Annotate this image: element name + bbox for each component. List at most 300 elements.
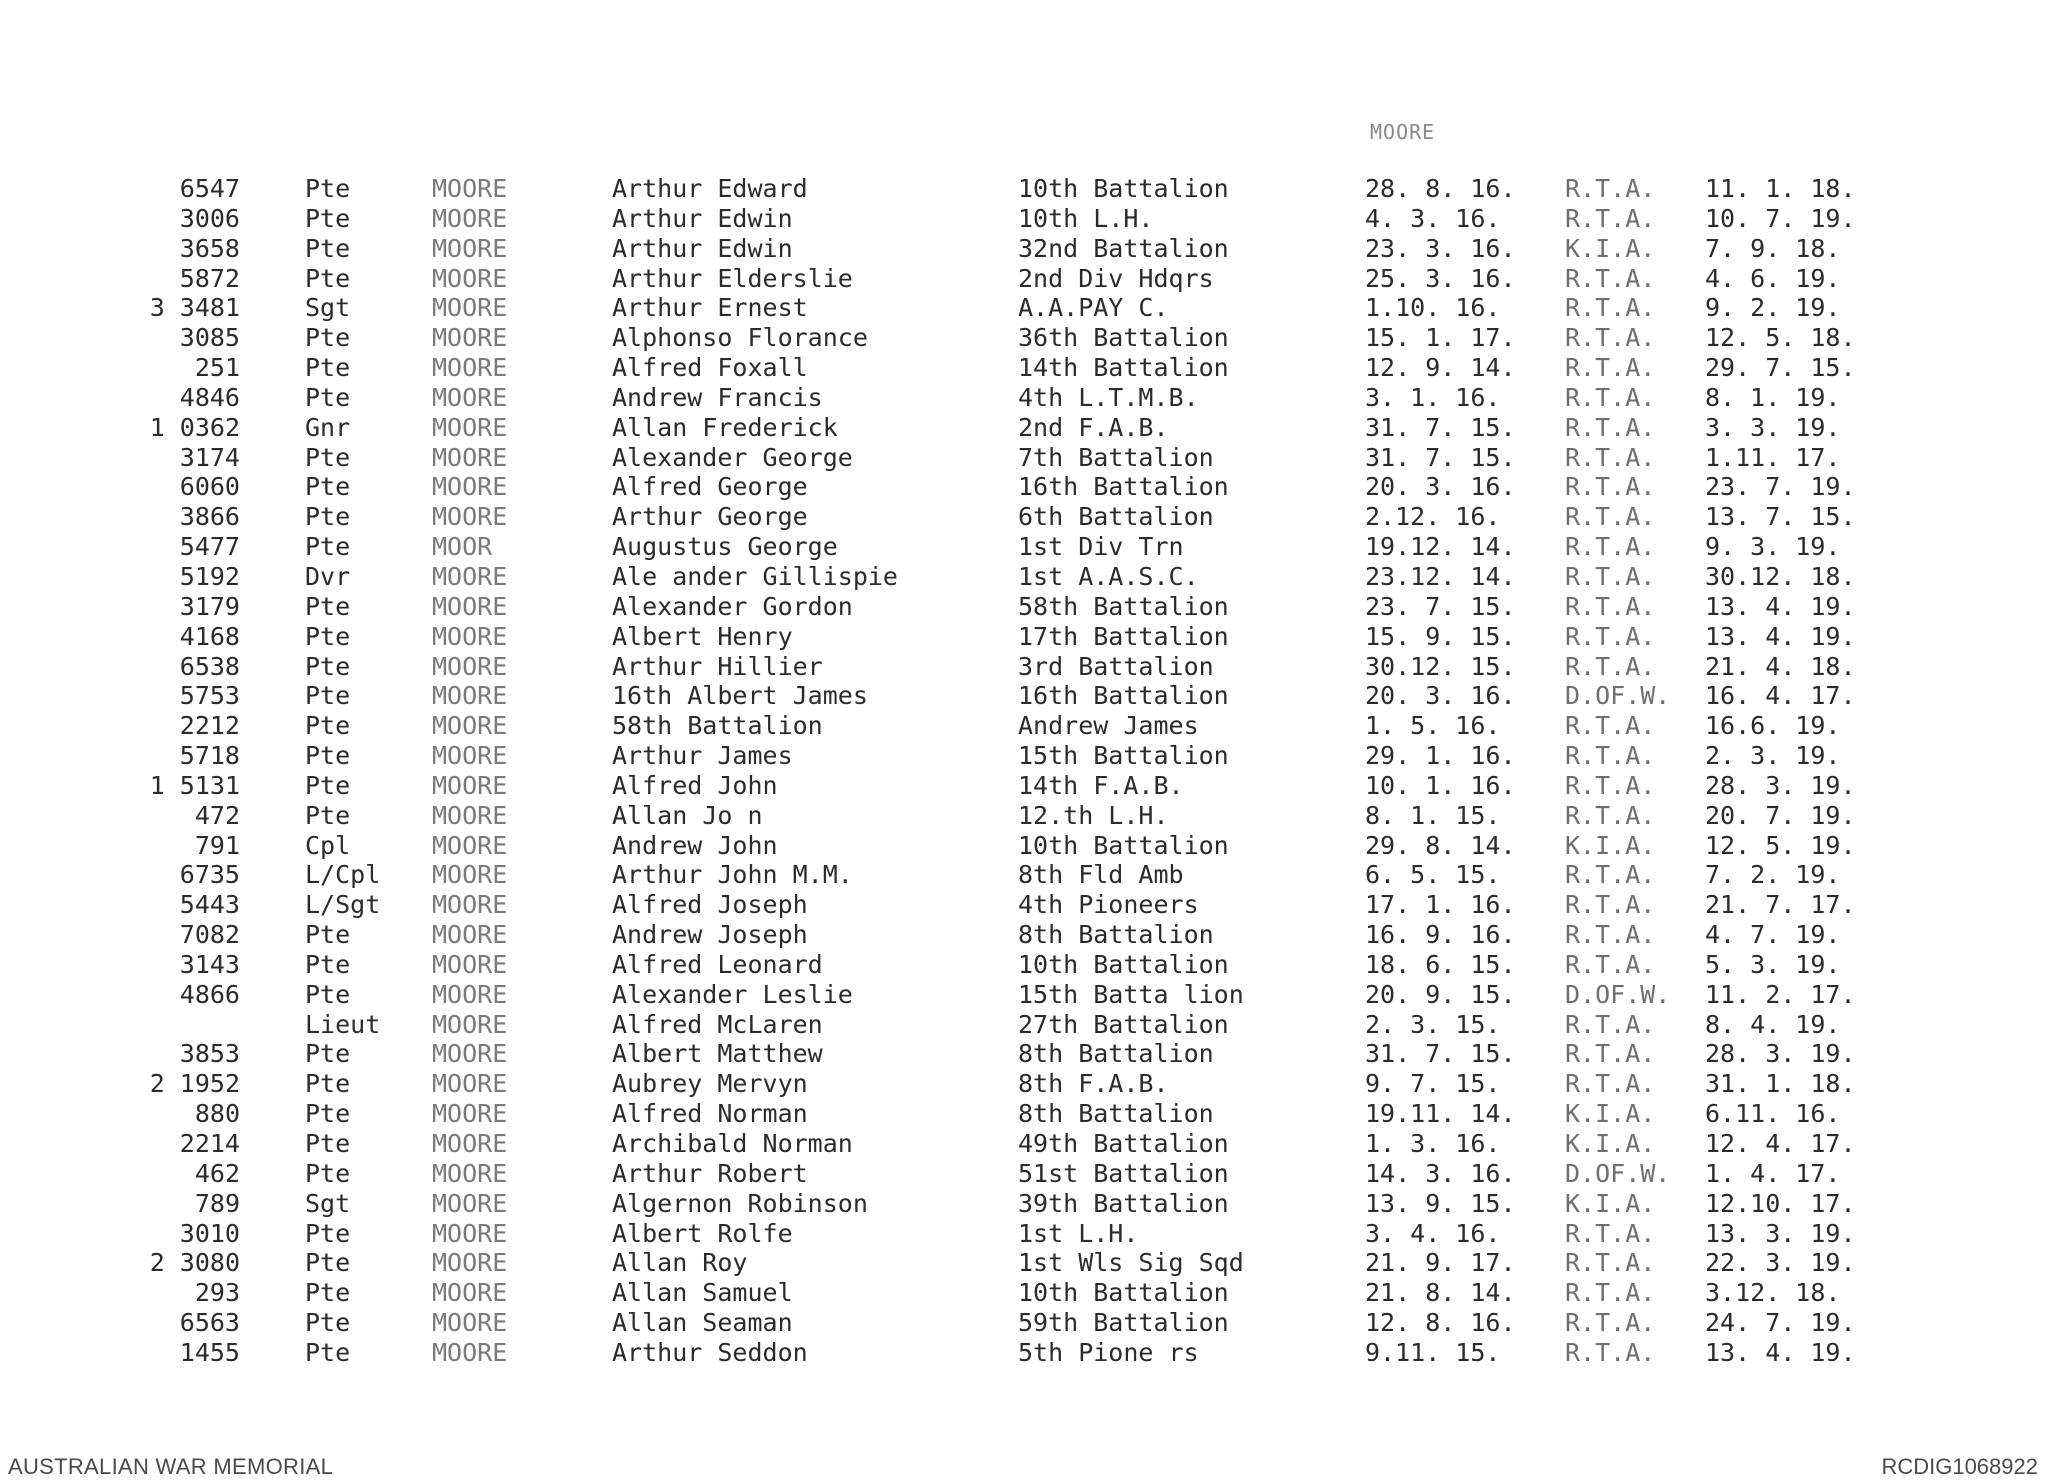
service-number: 251 <box>194 353 240 383</box>
given-names: Alfred George <box>612 472 808 502</box>
fate: R.T.A. <box>1565 741 1656 771</box>
service-number: 5753 <box>179 681 240 711</box>
service-number: 472 <box>194 800 240 830</box>
surname: MOORE <box>432 382 508 412</box>
given-names: Alfred Norman <box>612 1099 808 1129</box>
fate: R.T.A. <box>1565 1248 1656 1278</box>
surname: MOORE <box>432 949 508 979</box>
enlistment-date: 21. 8. 14. <box>1365 1278 1516 1308</box>
fate: R.T.A. <box>1565 502 1656 532</box>
surname: MOORE <box>432 233 508 263</box>
enlistment-date: 10. 1. 16. <box>1365 770 1516 800</box>
fate: R.T.A. <box>1565 442 1656 472</box>
fate: R.T.A. <box>1565 174 1656 203</box>
fate-date: 1. 4. 17. <box>1705 1158 1841 1188</box>
fate-date: 10. 7. 19. <box>1705 203 1856 233</box>
rank: L/Cpl <box>305 860 381 890</box>
service-number: 3 3481 <box>149 293 240 323</box>
unit: 10th L.H. <box>1018 203 1154 233</box>
fate-date: 4. 6. 19. <box>1705 263 1841 293</box>
surname: MOORE <box>432 203 508 233</box>
fate: R.T.A. <box>1565 203 1656 233</box>
unit: 2nd F.A.B. <box>1018 412 1169 442</box>
enlistment-date: 9.11. 15. <box>1365 1337 1501 1367</box>
fate-date: 3.12. 18. <box>1705 1278 1841 1308</box>
service-number: 3010 <box>179 1218 240 1248</box>
fate-date: 7. 9. 18. <box>1705 233 1841 263</box>
given-names: Albert Henry <box>612 621 793 651</box>
roll-row <box>0 1338 2048 1368</box>
unit: 10th Battalion <box>1018 174 1229 203</box>
fate: R.T.A. <box>1565 1337 1656 1367</box>
service-number: 5192 <box>179 561 240 591</box>
service-number: 4866 <box>179 979 240 1009</box>
unit: 8th Battalion <box>1018 1039 1214 1069</box>
fate-date: 12. 5. 19. <box>1705 830 1856 860</box>
enlistment-date: 23. 3. 16. <box>1365 233 1516 263</box>
fate-date: 22. 3. 19. <box>1705 1248 1856 1278</box>
surname: MOORE <box>432 502 508 532</box>
rank: Sgt <box>305 293 351 323</box>
fate-date: 30.12. 18. <box>1705 561 1856 591</box>
roll-row <box>0 353 2048 383</box>
given-names: Arthur Ernest <box>612 293 808 323</box>
surname: MOORE <box>432 472 508 502</box>
service-number: 5718 <box>179 741 240 771</box>
service-number: 6563 <box>179 1308 240 1338</box>
service-number: 3006 <box>179 203 240 233</box>
footer-item-id: RCDIG1068922 <box>1881 1454 2038 1479</box>
given-names: Arthur John M.M. <box>612 860 853 890</box>
surname: MOORE <box>432 920 508 950</box>
enlistment-date: 31. 7. 15. <box>1365 412 1516 442</box>
roll-row <box>0 1248 2048 1278</box>
given-names: Alexander Leslie <box>612 979 853 1009</box>
fate: R.T.A. <box>1565 1069 1656 1099</box>
given-names: Arthur Hillier <box>612 651 823 681</box>
service-number: 789 <box>194 1188 240 1218</box>
fate: R.T.A. <box>1565 770 1656 800</box>
unit: 15th Batta lion <box>1018 979 1244 1009</box>
given-names: Allan Jo n <box>612 800 763 830</box>
unit: 32nd Battalion <box>1018 233 1229 263</box>
fate: R.T.A. <box>1565 1308 1656 1338</box>
fate-date: 20. 7. 19. <box>1705 800 1856 830</box>
roll-row <box>0 801 2048 831</box>
roll-row <box>0 681 2048 711</box>
roll-row <box>0 652 2048 682</box>
enlistment-date: 1. 3. 16. <box>1365 1129 1501 1158</box>
enlistment-date: 23.12. 14. <box>1365 561 1516 591</box>
unit: 4th Pioneers <box>1018 890 1199 920</box>
enlistment-date: 13. 9. 15. <box>1365 1188 1516 1218</box>
rank: Pte <box>305 800 351 830</box>
given-names: Arthur Seddon <box>612 1337 808 1367</box>
fate: R.T.A. <box>1565 412 1656 442</box>
enlistment-date: 2. 3. 15. <box>1365 1009 1501 1039</box>
fate: R.T.A. <box>1565 472 1656 502</box>
fate-date: 11. 1. 18. <box>1705 174 1856 203</box>
surname: MOORE <box>432 1337 508 1367</box>
fate: K.I.A. <box>1565 1188 1656 1218</box>
enlistment-date: 8. 1. 15. <box>1365 800 1501 830</box>
roll-row <box>0 711 2048 741</box>
unit: 8th F.A.B. <box>1018 1069 1169 1099</box>
unit: 17th Battalion <box>1018 621 1229 651</box>
rank: Pte <box>305 591 351 621</box>
service-number: 2 3080 <box>149 1248 240 1278</box>
enlistment-date: 1.10. 16. <box>1365 293 1501 323</box>
given-names: 16th Albert James <box>612 681 868 711</box>
surname: MOORE <box>432 174 508 203</box>
surname: MOORE <box>432 1158 508 1188</box>
roll-row <box>0 1010 2048 1040</box>
fate: K.I.A. <box>1565 233 1656 263</box>
fate: D.OF.W. <box>1565 979 1671 1009</box>
rank: Pte <box>305 741 351 771</box>
fate: R.T.A. <box>1565 1218 1656 1248</box>
enlistment-date: 18. 6. 15. <box>1365 949 1516 979</box>
given-names: Aubrey Mervyn <box>612 1069 808 1099</box>
given-names: Albert Rolfe <box>612 1218 793 1248</box>
service-number: 3853 <box>179 1039 240 1069</box>
given-names: Andrew John <box>612 830 778 860</box>
surname: MOORE <box>432 860 508 890</box>
fate-date: 13. 4. 19. <box>1705 1337 1856 1367</box>
unit: 15th Battalion <box>1018 741 1229 771</box>
enlistment-date: 6. 5. 15. <box>1365 860 1501 890</box>
rank: Pte <box>305 651 351 681</box>
roll-row <box>0 293 2048 323</box>
enlistment-date: 14. 3. 16. <box>1365 1158 1516 1188</box>
service-number: 3143 <box>179 949 240 979</box>
unit: 1st Wls Sig Sqd <box>1018 1248 1244 1278</box>
enlistment-date: 28. 8. 16. <box>1365 174 1516 203</box>
roll-row <box>0 831 2048 861</box>
roll-row <box>0 443 2048 473</box>
unit: A.A.PAY C. <box>1018 293 1169 323</box>
rank: Pte <box>305 1337 351 1367</box>
surname: MOORE <box>432 1129 508 1158</box>
unit: 8th Fld Amb <box>1018 860 1184 890</box>
rank: Sgt <box>305 1188 351 1218</box>
roll-row <box>0 413 2048 443</box>
enlistment-date: 2.12. 16. <box>1365 502 1501 532</box>
enlistment-date: 19.11. 14. <box>1365 1099 1516 1129</box>
service-number: 3174 <box>179 442 240 472</box>
rank: Pte <box>305 711 351 741</box>
footer-archive-name: AUSTRALIAN WAR MEMORIAL <box>8 1454 334 1479</box>
given-names: Alexander George <box>612 442 853 472</box>
unit: 27th Battalion <box>1018 1009 1229 1039</box>
rank: Pte <box>305 323 351 353</box>
roll-row <box>0 1189 2048 1219</box>
given-names: Archibald Norman <box>612 1129 853 1158</box>
rank: Pte <box>305 532 351 562</box>
unit: 10th Battalion <box>1018 949 1229 979</box>
service-number: 3866 <box>179 502 240 532</box>
fate: R.T.A. <box>1565 651 1656 681</box>
rank: Pte <box>305 1069 351 1099</box>
enlistment-date: 12. 8. 16. <box>1365 1308 1516 1338</box>
fate-date: 13. 7. 15. <box>1705 502 1856 532</box>
rank: Pte <box>305 174 351 203</box>
enlistment-date: 19.12. 14. <box>1365 532 1516 562</box>
surname: MOORE <box>432 651 508 681</box>
service-number: 3658 <box>179 233 240 263</box>
enlistment-date: 3. 1. 16. <box>1365 382 1501 412</box>
service-number: 2 1952 <box>149 1069 240 1099</box>
unit: 1st Div Trn <box>1018 532 1184 562</box>
enlistment-date: 20. 3. 16. <box>1365 681 1516 711</box>
service-number: 6538 <box>179 651 240 681</box>
rank: Pte <box>305 1158 351 1188</box>
given-names: Allan Seaman <box>612 1308 793 1338</box>
rank: Pte <box>305 472 351 502</box>
fate-date: 5. 3. 19. <box>1705 949 1841 979</box>
surname: MOORE <box>432 561 508 591</box>
roll-row <box>0 562 2048 592</box>
roll-row <box>0 890 2048 920</box>
surname: MOORE <box>432 412 508 442</box>
enlistment-date: 25. 3. 16. <box>1365 263 1516 293</box>
surname: MOORE <box>432 830 508 860</box>
given-names: Allan Roy <box>612 1248 748 1278</box>
fate: R.T.A. <box>1565 263 1656 293</box>
given-names: 58th Battalion <box>612 711 823 741</box>
given-names: Andrew Joseph <box>612 920 808 950</box>
surname: MOORE <box>432 800 508 830</box>
enlistment-date: 15. 9. 15. <box>1365 621 1516 651</box>
surname: MOORE <box>432 1039 508 1069</box>
rank: L/Sgt <box>305 890 381 920</box>
rank: Pte <box>305 920 351 950</box>
roll-row <box>0 1159 2048 1189</box>
rank: Pte <box>305 1248 351 1278</box>
service-number: 6547 <box>179 174 240 203</box>
unit: 58th Battalion <box>1018 591 1229 621</box>
enlistment-date: 1. 5. 16. <box>1365 711 1501 741</box>
roll-row <box>0 741 2048 771</box>
rank: Dvr <box>305 561 351 591</box>
enlistment-date: 30.12. 15. <box>1365 651 1516 681</box>
fate-date: 12. 5. 18. <box>1705 323 1856 353</box>
fate: R.T.A. <box>1565 1278 1656 1308</box>
service-number: 1455 <box>179 1337 240 1367</box>
fate-date: 31. 1. 18. <box>1705 1069 1856 1099</box>
rank: Pte <box>305 621 351 651</box>
surname: MOORE <box>432 770 508 800</box>
fate: R.T.A. <box>1565 293 1656 323</box>
given-names: Allan Samuel <box>612 1278 793 1308</box>
unit: 14th F.A.B. <box>1018 770 1184 800</box>
service-number: 5872 <box>179 263 240 293</box>
fate: R.T.A. <box>1565 1009 1656 1039</box>
roll-row <box>0 323 2048 353</box>
unit: 10th Battalion <box>1018 1278 1229 1308</box>
enlistment-date: 20. 3. 16. <box>1365 472 1516 502</box>
fate: R.T.A. <box>1565 323 1656 353</box>
fate: K.I.A. <box>1565 1099 1656 1129</box>
unit: 5th Pione rs <box>1018 1337 1199 1367</box>
service-number: 4846 <box>179 382 240 412</box>
fate: R.T.A. <box>1565 561 1656 591</box>
given-names: Alfred Foxall <box>612 353 808 383</box>
enlistment-date: 29. 1. 16. <box>1365 741 1516 771</box>
roll-row <box>0 1219 2048 1249</box>
enlistment-date: 15. 1. 17. <box>1365 323 1516 353</box>
nominal-roll <box>0 174 2048 1368</box>
service-number: 462 <box>194 1158 240 1188</box>
service-number: 2214 <box>179 1129 240 1158</box>
fate: R.T.A. <box>1565 382 1656 412</box>
fate-date: 28. 3. 19. <box>1705 1039 1856 1069</box>
unit: 2nd Div Hdqrs <box>1018 263 1214 293</box>
rank: Pte <box>305 382 351 412</box>
enlistment-date: 3. 4. 16. <box>1365 1218 1501 1248</box>
unit: 1st L.H. <box>1018 1218 1139 1248</box>
surname: MOORE <box>432 1278 508 1308</box>
enlistment-date: 17. 1. 16. <box>1365 890 1516 920</box>
rank: Pte <box>305 1308 351 1338</box>
rank: Gnr <box>305 412 351 442</box>
given-names: Alfred John <box>612 770 778 800</box>
rank: Lieut <box>305 1009 381 1039</box>
fate-date: 9. 2. 19. <box>1705 293 1841 323</box>
service-number: 791 <box>194 830 240 860</box>
unit: 51st Battalion <box>1018 1158 1229 1188</box>
unit: 14th Battalion <box>1018 353 1229 383</box>
unit: 49th Battalion <box>1018 1129 1229 1158</box>
fate-date: 28. 3. 19. <box>1705 770 1856 800</box>
unit: 16th Battalion <box>1018 681 1229 711</box>
roll-row <box>0 860 2048 890</box>
given-names: Albert Matthew <box>612 1039 823 1069</box>
fate-date: 7. 2. 19. <box>1705 860 1841 890</box>
surname: MOORE <box>432 442 508 472</box>
surname: MOORE <box>432 1009 508 1039</box>
fate: R.T.A. <box>1565 1039 1656 1069</box>
unit: 10th Battalion <box>1018 830 1229 860</box>
given-names: Arthur Elderslie <box>612 263 853 293</box>
roll-row <box>0 592 2048 622</box>
surname: MOORE <box>432 1069 508 1099</box>
rank: Pte <box>305 979 351 1009</box>
service-number: 1 5131 <box>149 770 240 800</box>
service-number: 3179 <box>179 591 240 621</box>
surname: MOORE <box>432 591 508 621</box>
unit: 16th Battalion <box>1018 472 1229 502</box>
fate: D.OF.W. <box>1565 1158 1671 1188</box>
roll-row <box>0 264 2048 294</box>
given-names: Arthur Edwin <box>612 233 793 263</box>
service-number: 5443 <box>179 890 240 920</box>
unit: 6th Battalion <box>1018 502 1214 532</box>
given-names: Arthur Robert <box>612 1158 808 1188</box>
fate-date: 8. 1. 19. <box>1705 382 1841 412</box>
fate: R.T.A. <box>1565 920 1656 950</box>
surname: MOORE <box>432 621 508 651</box>
enlistment-date: 16. 9. 16. <box>1365 920 1516 950</box>
rank: Pte <box>305 770 351 800</box>
roll-row <box>0 1129 2048 1159</box>
surname: MOORE <box>432 263 508 293</box>
enlistment-date: 23. 7. 15. <box>1365 591 1516 621</box>
fate: R.T.A. <box>1565 353 1656 383</box>
fate-date: 13. 4. 19. <box>1705 621 1856 651</box>
surname: MOORE <box>432 741 508 771</box>
fate: R.T.A. <box>1565 890 1656 920</box>
roll-row <box>0 1099 2048 1129</box>
given-names: Alfred Joseph <box>612 890 808 920</box>
fate-date: 12. 4. 17. <box>1705 1129 1856 1158</box>
roll-row <box>0 1308 2048 1338</box>
enlistment-date: 31. 7. 15. <box>1365 442 1516 472</box>
unit: 8th Battalion <box>1018 1099 1214 1129</box>
roll-row <box>0 1278 2048 1308</box>
enlistment-date: 31. 7. 15. <box>1365 1039 1516 1069</box>
given-names: Algernon Robinson <box>612 1188 868 1218</box>
rank: Pte <box>305 1099 351 1129</box>
fate-date: 21. 4. 18. <box>1705 651 1856 681</box>
fate: R.T.A. <box>1565 591 1656 621</box>
unit: 12.th L.H. <box>1018 800 1169 830</box>
rank: Pte <box>305 1039 351 1069</box>
rank: Pte <box>305 949 351 979</box>
roll-row <box>0 771 2048 801</box>
rank: Pte <box>305 1278 351 1308</box>
given-names: Arthur Edwin <box>612 203 793 233</box>
rank: Cpl <box>305 830 351 860</box>
surname: MOORE <box>432 353 508 383</box>
surname: MOOR <box>432 532 493 562</box>
enlistment-date: 9. 7. 15. <box>1365 1069 1501 1099</box>
fate-date: 24. 7. 19. <box>1705 1308 1856 1338</box>
unit: 7th Battalion <box>1018 442 1214 472</box>
roll-row <box>0 1069 2048 1099</box>
fate: R.T.A. <box>1565 621 1656 651</box>
fate-date: 23. 7. 19. <box>1705 472 1856 502</box>
roll-row <box>0 204 2048 234</box>
fate-date: 16.6. 19. <box>1705 711 1841 741</box>
given-names: Alphonso Florance <box>612 323 868 353</box>
surname: MOORE <box>432 979 508 1009</box>
given-names: Arthur George <box>612 502 808 532</box>
given-names: Alfred McLaren <box>612 1009 823 1039</box>
given-names: Alexander Gordon <box>612 591 853 621</box>
surname: MOORE <box>432 1188 508 1218</box>
surname: MOORE <box>432 1248 508 1278</box>
fate-date: 13. 3. 19. <box>1705 1218 1856 1248</box>
enlistment-date: 20. 9. 15. <box>1365 979 1516 1009</box>
surname: MOORE <box>432 1099 508 1129</box>
fate-date: 8. 4. 19. <box>1705 1009 1841 1039</box>
unit: 8th Battalion <box>1018 920 1214 950</box>
rank: Pte <box>305 263 351 293</box>
roll-row <box>0 174 2048 204</box>
enlistment-date: 29. 8. 14. <box>1365 830 1516 860</box>
roll-row <box>0 234 2048 264</box>
fate: R.T.A. <box>1565 949 1656 979</box>
rank: Pte <box>305 233 351 263</box>
given-names: Arthur Edward <box>612 174 808 203</box>
unit: 1st A.A.S.C. <box>1018 561 1199 591</box>
given-names: Ale ander Gillispie <box>612 561 898 591</box>
enlistment-date: 4. 3. 16. <box>1365 203 1501 233</box>
rank: Pte <box>305 442 351 472</box>
surname: MOORE <box>432 711 508 741</box>
roll-row <box>0 1039 2048 1069</box>
